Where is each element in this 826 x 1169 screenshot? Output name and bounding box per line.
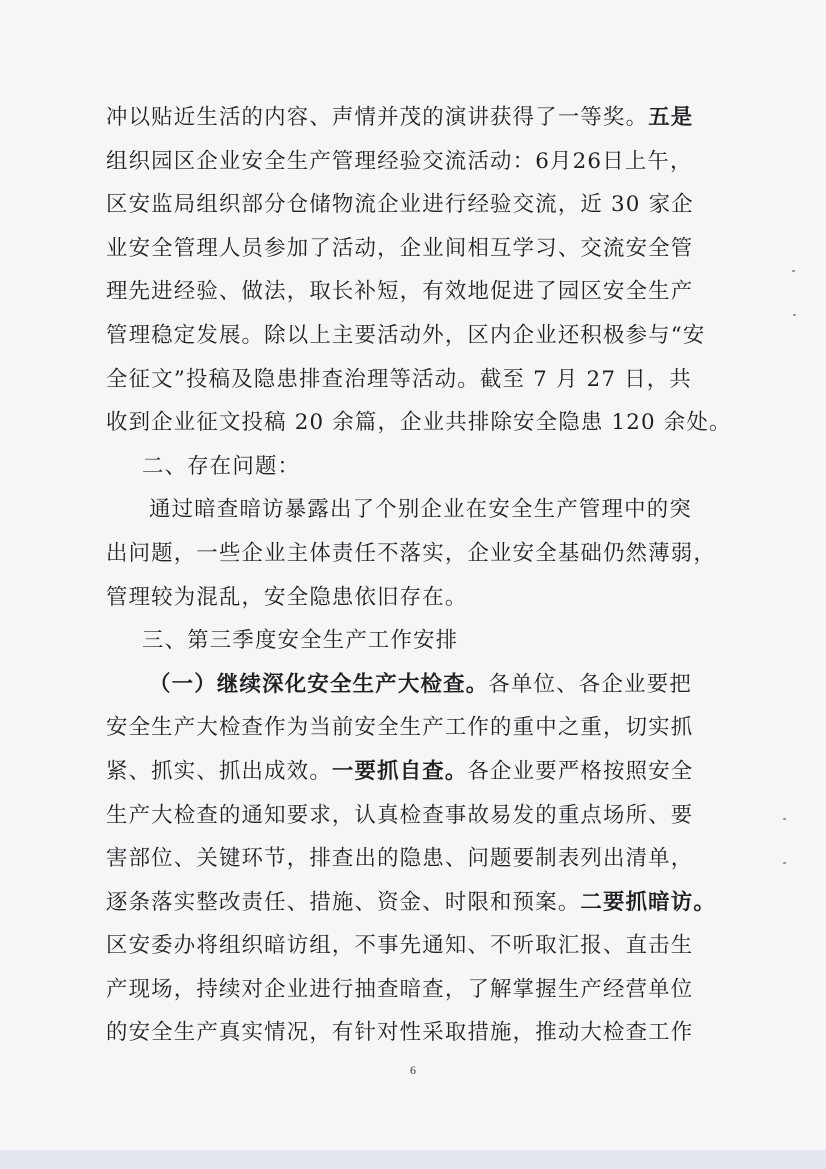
text-line: 组织园区企业安全生产管理经验交流活动：6月26日上午， — [106, 148, 693, 174]
scan-speck — [792, 270, 795, 272]
scan-speck — [783, 818, 786, 820]
text-run: 各企业要严格按照安全 — [467, 758, 694, 784]
scan-speck — [793, 314, 796, 316]
text-line — [106, 750, 692, 794]
text-run: 各单位、各企业要把 — [488, 671, 692, 697]
section-heading: 二、存在问题： — [142, 453, 301, 479]
text-line: 全征文”投稿及隐患排查治理等活动。截至 7 月 27 日，共 — [106, 366, 692, 392]
text-line: 的安全生产真实情况，有针对性采取措施，推动大检查工作 — [106, 1020, 694, 1046]
body-text — [106, 96, 732, 1055]
page-number: 6 — [410, 1063, 416, 1077]
scan-speck — [783, 862, 786, 864]
text-line: 通过暗查暗访暴露出了个别企业在安全生产管理中的突 — [149, 497, 692, 523]
text-run: 冲以贴近生活的内容、声情并茂的演讲获得了一等奖。 — [106, 105, 649, 130]
bold-text-run: 五是 — [648, 105, 694, 130]
bold-text-run: 二要抓暗访。 — [580, 889, 716, 915]
text-line: 生产大检查的通知要求，认真检查事故易发的重点场所、要 — [106, 802, 694, 828]
text-run: 逐条落实整改责任、措施、资金、时限和预案。 — [106, 889, 581, 915]
text-line: 安全生产大检查作为当前安全生产工作的重中之重，切实抓 — [106, 715, 694, 741]
text-line — [106, 96, 692, 140]
text-line — [106, 881, 716, 925]
scan-bottom-margin — [0, 1150, 826, 1169]
text-line: 业安全管理人员参加了活动，企业间相互学习、交流安全管 — [106, 235, 694, 261]
text-line: 区安委办将组织暗访组，不事先通知、不听取汇报、直击生 — [106, 933, 694, 959]
text-line: 理先进经验、做法，取长补短，有效地促进了园区安全生产 — [106, 279, 694, 305]
text-line: 管理较为混乱，安全隐患依旧存在。 — [106, 584, 468, 610]
text-line — [106, 663, 692, 707]
text-line: 管理稳定发展。除以上主要活动外，区内企业还积极参与“安 — [106, 322, 706, 348]
bold-text-run: 一要抓自查。 — [331, 758, 468, 784]
text-line: 出问题，一些企业主体责任不落实，企业安全基础仍然薄弱， — [106, 540, 716, 566]
text-line: 区安监局组织部分仓储物流企业进行经验交流，近 30 家企 — [106, 192, 694, 218]
text-line: 产现场，持续对企业进行抽查暗查，了解掌握生产经营单位 — [106, 976, 694, 1002]
section-heading: 三、第三季度安全生产工作安排 — [142, 628, 459, 654]
text-run: 紧、抓实、抓出成效。 — [106, 758, 332, 784]
bold-text-run: （一）继续深化安全生产大检查。 — [149, 671, 489, 697]
text-line: 害部位、关键环节，排查出的隐患、问题要制表列出清单， — [106, 846, 694, 872]
text-line: 收到企业征文投稿 20 余篇，企业共排除安全隐患 120 余处。 — [106, 410, 732, 436]
